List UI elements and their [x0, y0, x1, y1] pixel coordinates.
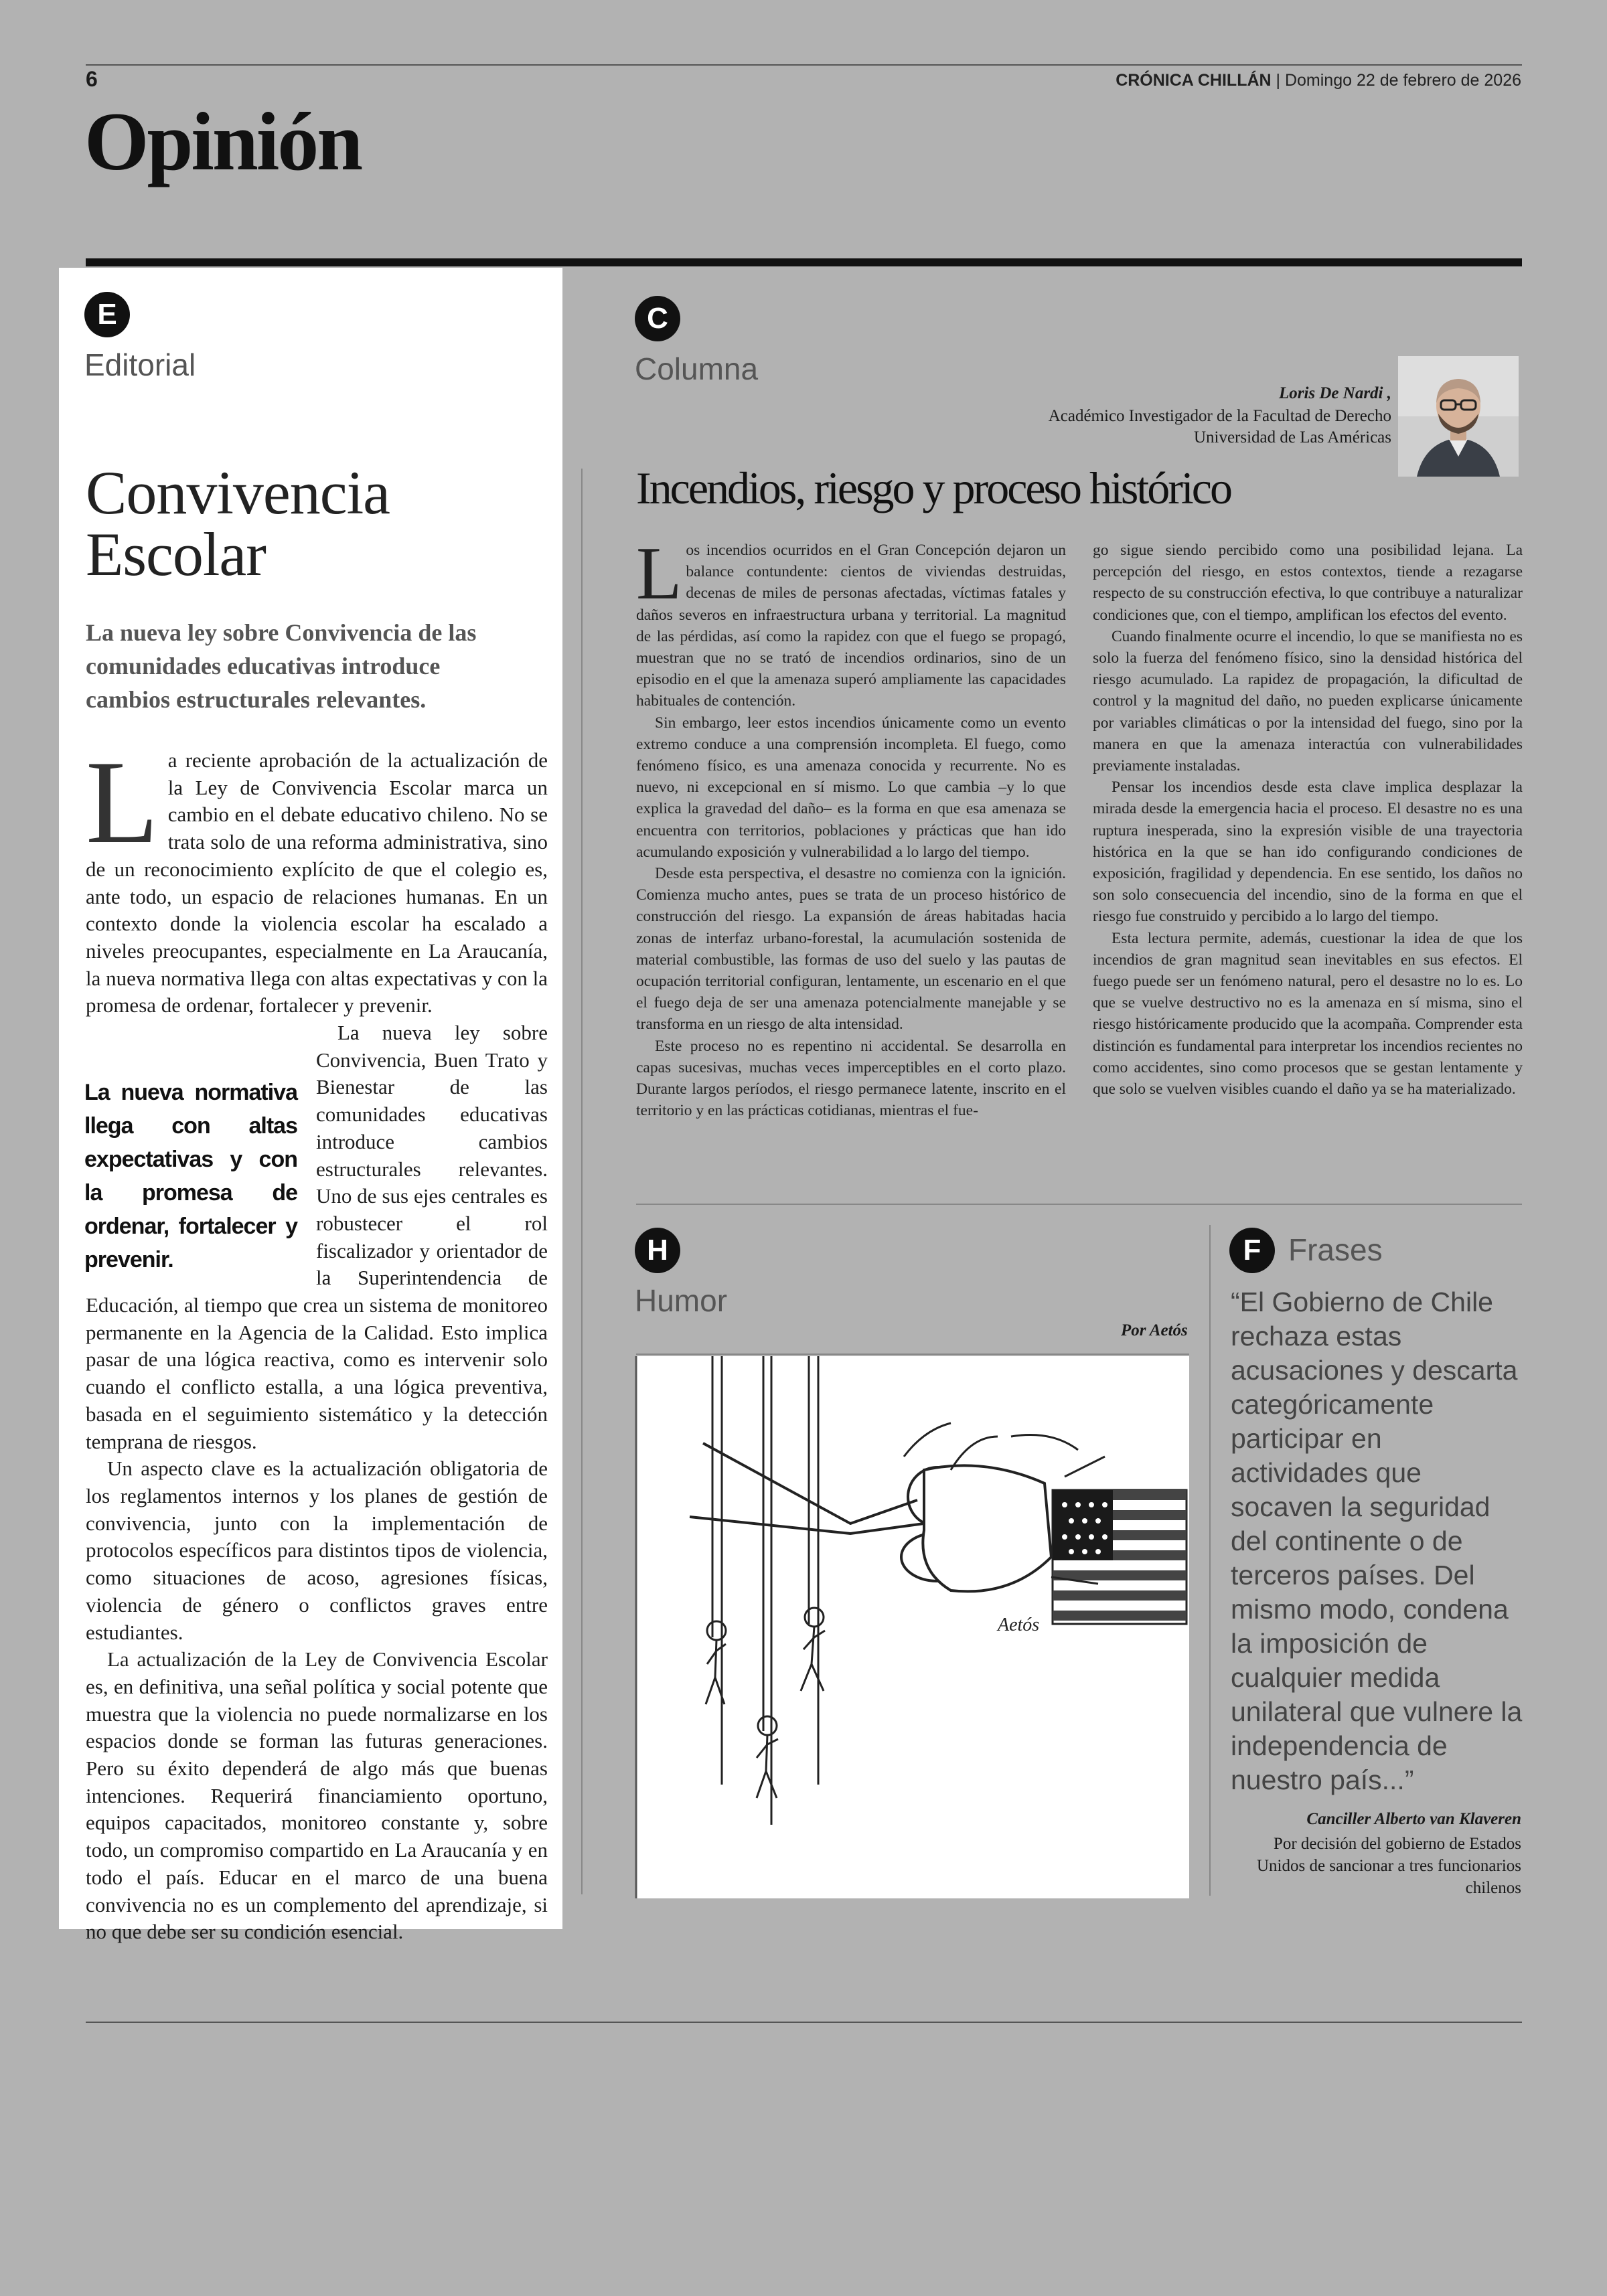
editorial-pull-quote: La nueva normativa llega con altas expectativas y con la promesa de ordenar, fortalecer y prevenir. [84, 1080, 297, 1273]
humor-cartoon [636, 1356, 1189, 1898]
column-paragraph: os incendios ocurridos en el Gran Concepción dejaron un balance contundente: cientos de viviendas destruidas, decenas de miles de personas afectadas, víctimas fatales y daños severos en infraestructura urbana y territorial. La magnitud de las pérdidas, así como la rapidez con que el fuego se propagó, muestran que no se trató de incendios ordinarios, sino de un episodio en el que la amenaza superó ampliamente las capacidades habituales de contención. [636, 542, 1066, 710]
column-paragraph: Este proceso no es repentino ni accidental. Se desarrolla en capas sucesivas, muchas veces imperceptibles en el corto plazo. Durante largos períodos, el riesgo permanece latente, inscrito en el territorio y en las prácticas cotidianas, mientras el fue- [636, 1037, 1066, 1120]
author-photo [1398, 356, 1519, 477]
humor-rule [636, 1354, 1189, 1355]
author-avatar [1398, 356, 1519, 477]
frases-author: Canciller Alberto van Klaveren [1306, 1810, 1521, 1828]
masthead: CRÓNICA CHILLÁN | Domingo 22 de febrero de 2026 [1116, 71, 1521, 90]
publication-name: CRÓNICA CHILLÁN [1116, 71, 1272, 90]
column-drop-cap: L [636, 532, 682, 615]
editorial-lead: La nueva ley sobre Convivencia de las comunidades educativas introduce cambios estructurales relevantes. [86, 619, 477, 713]
column-paragraph: go sigue siendo percibido como una posibilidad lejana. La percepción del riesgo, en estos contextos, tiende a rezagarse respecto de su construcción efectiva, lo que contribuye a naturalizar condiciones que, con el tiempo, amplifican los efectos del evento. [1093, 542, 1523, 624]
column-paragraph: Pensar los incendios desde esta clave implica desplazar la mirada desde la emergencia hacia el proceso. El desastre no es una ruptura inesperada, sino la expresión visible de una trayectoria histórica en la que se han ido configurando condiciones de exposición, fragilidad y dependencia. En ese sentido, los daños no son solo consecuencia del incendio, sino de la forma en que el riesgo fue construido y percibido a lo largo del tiempo. [1093, 778, 1523, 926]
editorial-paragraph: a reciente aprobación de la actualización de la Ley de Convivencia Escolar marca un cambio en el debate educativo chileno. No se trata solo de una reforma administrativa, sino de un reconocimiento explícito de que el colegio es, ante todo, un espacio de relaciones humanas. En un contexto donde la violencia escolar ha escalado a niveles preocupantes, especialmente en La Araucanía, la nueva normativa llega con altas expectativas y con la promesa de ordenar, fortalecer y prevenir. [86, 748, 548, 1017]
editorial-kicker: Editorial [84, 347, 196, 382]
column-paragraph: Cuando finalmente ocurre el incendio, lo que se manifiesta no es solo la fuerza del fenómeno físico, sino la densidad histórica del riesgo acumulado. La rapidez de propagación, la dificultad de control y la magnitud del daño, no pueden explicarse únicamente por variables climáticas o por la intensidad del fuego, sino por la manera en que la amenaza interactúa con vulnerabilidades previamente instaladas. [1093, 627, 1523, 775]
humor-badge: H [635, 1228, 680, 1273]
column-text-right [1093, 540, 1523, 1189]
editorial-paragraph: Un aspecto clave es la actualización obligatoria de los reglamentos internos y los planes de gestión de convivencia, junto con la implementación de protocolos específicos para distintos tipos de violencia, como situaciones de acoso, agresiones físicas, violencia de género o conflictos graves entre estudiantes. [86, 1457, 548, 1644]
page-number: 6 [86, 67, 98, 91]
editorial-body [84, 736, 548, 1944]
column-badge: C [635, 296, 680, 341]
frases-quote: “El Gobierno de Chile rechaza estas acusaciones y descarta categóricamente participar en actividades que socaven la seguridad del continente o de terceros países. Del mismo modo, condena la imposición de cualquier medida unilateral que vulnere la independencia de nuestro país...” [1231, 1287, 1523, 1795]
column-divider [581, 469, 583, 1894]
frases-divider [1209, 1225, 1211, 1896]
frases-badge: F [1229, 1228, 1275, 1273]
cartoon-signature: Aetós [998, 1615, 1040, 1635]
editorial-paragraph: La nueva ley sobre Convivencia, Buen Trato y Bienestar de las comunidades educativas introduce cambios estructurales relevantes. Uno de sus ejes centrales es robustecer el rol fiscalizador y orientador de la Superintendencia de Educación, al tiempo que crea un sistema de monitoreo permanente en la Agencia de la Calidad. Esto implica pasar de una lógica reactiva, como es intervenir solo cuando el conflicto estalla, a una lógica preventiva, basada en el seguimiento sistemático y la detección temprana de riesgos. [86, 1021, 548, 1453]
column-author-name: Loris De Nardi , [1278, 384, 1391, 402]
editorial-drop-cap: L [86, 736, 159, 868]
column-bottom-rule [636, 1204, 1522, 1205]
section-title: Opinión [84, 96, 362, 187]
publication-date: Domingo 22 de febrero de 2026 [1284, 71, 1521, 90]
editorial-badge: E [84, 292, 130, 337]
us-flag [1053, 1490, 1187, 1624]
column-title: Incendios, riesgo y proceso histórico [636, 463, 1231, 513]
humor-kicker: Humor [635, 1283, 728, 1318]
frases-kicker: Frases [1288, 1232, 1383, 1267]
column-text-left [636, 532, 1066, 1189]
column-kicker: Columna [635, 351, 759, 386]
column-paragraph: Sin embargo, leer estos incendios únicamente como un evento extremo conduce a una comprensión incompleta. El fuego, como fenómeno físico, es una amenaza conocida y recurrente. No es nuevo, ni excepcional en sí mismo. Lo que cambia –y lo que explica la gravedad del daño– es la forma en que esa amenaza se encuentra con territorios, poblaciones y prácticas que han ido acumulando exposición y vulnerabilidad a lo largo del tiempo. [636, 714, 1066, 861]
cartoon-drawing [636, 1356, 1189, 1898]
column-paragraph: Esta lectura permite, además, cuestionar la idea de que los incendios de gran magnitud sean inevitables en sus efectos. El fuego puede ser un fenómeno natural, pero el desastre no lo es. Lo que se vuelve destructivo no es la amenaza en sí misma, sino el riesgo históricamente producido que la acompaña. Comprender esta distinción es fundamental para interpretar los incendios recientes no como accidentes, sino como procesos que se gestan lentamente y que solo se vuelven visibles cuando el daño ya se ha materializado. [1093, 929, 1523, 1098]
editorial-title: Convivencia Escolar [86, 459, 390, 588]
column-paragraph: Desde esta perspectiva, el desastre no comienza con la ignición. Comienza mucho antes, pues se trata de un proceso histórico de construcción del riesgo. La expansión de áreas habitadas hacia zonas de interfaz urbano-forestal, la acumulación sostenida de material combustible, las formas de uso del suelo y las pautas de ocupación territorial configuran, lentamente, un escenario en el que el fuego deja de ser una amenaza potencialmente manejable y se transforma en un riesgo de alta intensidad. [636, 865, 1066, 1034]
column-author-role: Académico Investigador de la Facultad de Derecho Universidad de Las Américas [1048, 407, 1391, 446]
bottom-rule [86, 2022, 1522, 2023]
humor-byline: Por Aetós [1121, 1321, 1188, 1339]
top-rule [86, 64, 1522, 66]
section-divider [86, 258, 1522, 266]
editorial-paragraph: La actualización de la Ley de Convivencia Escolar es, en definitiva, una señal política y social potente que muestra que la violencia no puede normalizarse en los espacios donde se forman las futuras generaciones. Pero su éxito dependerá de algo más que buenas intenciones. Requerirá financiamiento oportuno, equipos capacitados, monitoreo constante y, sobre todo, un compromiso compartido en La Araucanía y en todo el país. Educar en el marco de una buena convivencia no es un complemento del aprendizaje, si no que debe ser su condición esencial. [86, 1647, 548, 1944]
frases-context: Por decisión del gobierno de Estados Unidos de sancionar a tres funcionarios chilenos [1256, 1835, 1521, 1897]
